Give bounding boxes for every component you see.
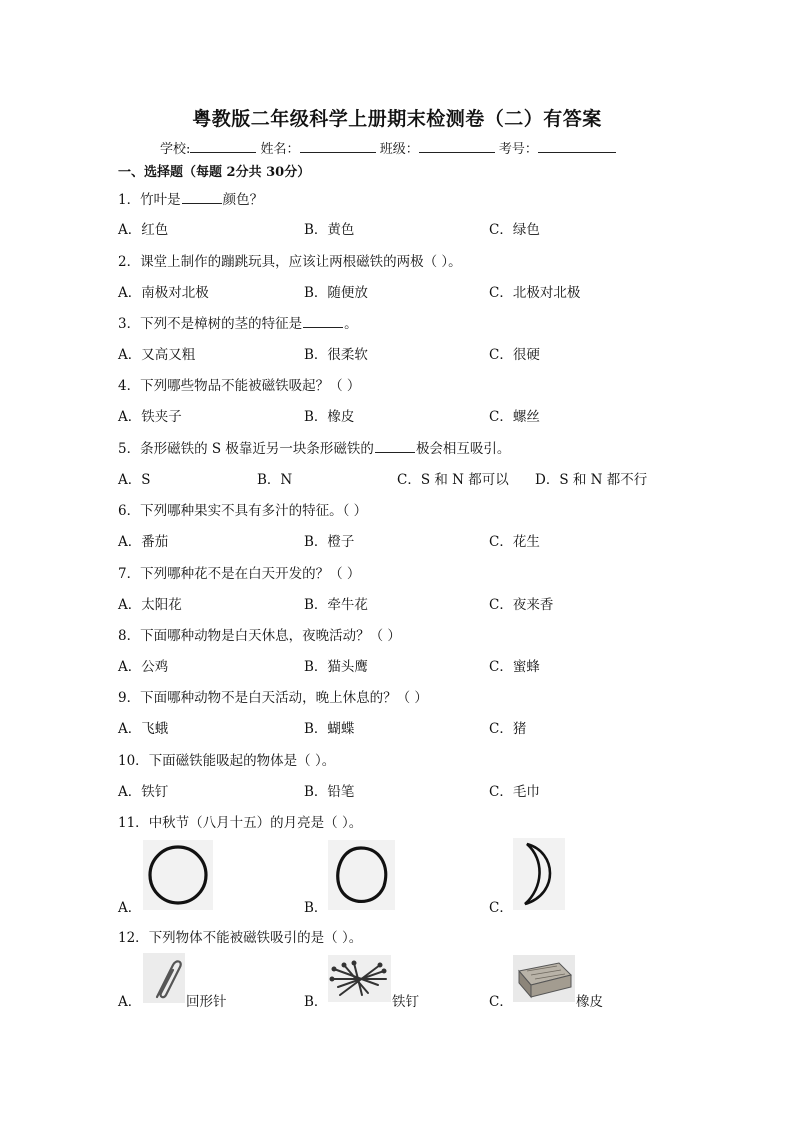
page-title: 粤教版二年级科学上册期末检测卷（二）有答案 [192,108,602,130]
question-text: 下列哪种花不是在白天开发的？（ ） [140,566,361,582]
paper-clip-icon [143,953,185,1003]
question-number: 3． [118,316,141,332]
question-2 [118,250,462,270]
question-text: 中秋节（八月十五）的月亮是（ ）。 [148,815,363,831]
paper-clip-caption: 回形针 [186,994,227,1010]
student-info-line [160,138,616,157]
oval-moon-image[interactable] [328,840,395,910]
option-c[interactable]: C．S 和 N 都可以 [397,472,509,488]
question-text: 颜色？ [222,192,264,208]
nails-icon [328,955,391,1002]
option-b[interactable]: B．黄色 [304,222,355,238]
option-a[interactable]: A．铁钉 [118,784,169,800]
option-a[interactable]: A．公鸡 [118,659,169,675]
question-text: 条形磁铁的 S 极靠近另一块条形磁铁的 [140,441,374,457]
option-c[interactable]: C． [489,900,513,916]
option-b[interactable]: B．橡皮 [304,409,355,425]
question-11 [118,811,362,831]
question-10 [118,749,335,769]
class-label: 班级： [379,142,419,157]
question-text: 。 [344,316,358,332]
school-blank[interactable] [190,140,256,153]
option-a[interactable]: A．飞蛾 [118,721,169,737]
option-c[interactable]: C．蜜蜂 [489,659,540,675]
question-text: 下列哪些物品不能被磁铁吸起？（ ） [140,378,361,394]
option-b[interactable]: B．牵牛花 [304,597,368,613]
option-b[interactable]: B．猫头鹰 [304,659,368,675]
question-number: 12． [118,930,149,946]
option-a[interactable]: A．又高又粗 [118,347,196,363]
question-1 [118,188,263,208]
question-number: 11． [118,815,149,831]
question-number: 1． [118,192,141,208]
option-a[interactable]: A．S [118,472,151,488]
question-text: 下面磁铁能吸起的物体是（ ）。 [148,753,336,769]
oval-moon-icon [328,840,395,910]
question-number: 6． [118,503,141,519]
answer-blank[interactable] [182,192,222,204]
question-12 [118,926,362,946]
question-text: 下面哪种动物是白天休息，夜晚活动？（ ） [140,628,401,644]
option-b[interactable]: B．铅笔 [304,784,355,800]
option-c[interactable]: C．螺丝 [489,409,540,425]
paper-clip-image[interactable] [143,953,185,1003]
question-7 [118,562,360,582]
section-title: 一、选择题（每题 2分共 30分） [118,165,311,180]
exam-no-blank[interactable] [538,140,616,153]
question-text: 极会相互吸引。 [415,441,511,457]
question-number: 7． [118,566,141,582]
answer-blank[interactable] [303,316,343,328]
crescent-moon-image[interactable] [513,838,565,910]
question-text: 下列哪种果实不具有多汁的特征。（ ） [140,503,368,519]
question-text: 课堂上制作的蹦跳玩具，应该让两根磁铁的两极（ ）。 [140,254,462,270]
option-a[interactable]: A．铁夹子 [118,409,182,425]
option-c[interactable]: C．猪 [489,721,527,737]
question-4 [118,374,360,394]
question-number: 8． [118,628,141,644]
answer-blank[interactable] [375,441,415,453]
nails-caption: 铁钉 [392,994,419,1010]
option-c[interactable]: C．花生 [489,534,540,550]
exam-no-label: 考号： [498,142,538,157]
option-b[interactable]: B． [304,900,328,916]
question-text: 竹叶是 [140,192,181,208]
class-blank[interactable] [419,140,495,153]
name-label: 姓名： [260,142,300,157]
full-moon-icon [143,840,213,910]
option-a[interactable]: A． [118,900,142,916]
iron-nails-image[interactable] [328,955,391,1002]
option-c[interactable]: C．毛巾 [489,784,540,800]
option-a[interactable]: A．番茄 [118,534,169,550]
question-6 [118,499,367,519]
crescent-moon-icon [513,838,565,910]
option-a[interactable]: A．红色 [118,222,169,238]
question-text: 下列物体不能被磁铁吸引的是（ ）。 [148,930,363,946]
option-c[interactable]: C．夜来香 [489,597,554,613]
question-number: 10． [118,753,149,769]
option-a[interactable]: A． [118,994,142,1010]
question-number: 4． [118,378,141,394]
full-moon-image[interactable] [143,840,213,910]
option-b[interactable]: B．N [257,472,293,488]
question-9 [118,686,428,706]
eraser-caption: 橡皮 [576,994,603,1010]
eraser-icon [513,955,575,1002]
option-c[interactable]: C．北极对北极 [489,285,581,301]
eraser-image[interactable] [513,955,575,1002]
question-number: 9． [118,690,141,706]
option-b[interactable]: B．很柔软 [304,347,368,363]
question-number: 2． [118,254,141,270]
option-c[interactable]: C．很硬 [489,347,540,363]
question-number: 5． [118,441,141,457]
question-text: 下面哪种动物不是白天活动，晚上休息的？（ ） [140,690,428,706]
question-3 [118,312,358,332]
option-b[interactable]: B．随便放 [304,285,368,301]
name-blank[interactable] [300,140,376,153]
question-text: 下列不是樟树的茎的特征是 [140,316,303,332]
option-a[interactable]: A．南极对北极 [118,285,209,301]
question-8 [118,624,401,644]
option-b[interactable]: B． [304,994,328,1010]
option-d[interactable]: D．S 和 N 都不行 [535,472,648,488]
option-b[interactable]: B．蝴蝶 [304,721,355,737]
option-c[interactable]: C． [489,994,513,1010]
option-b[interactable]: B．橙子 [304,534,355,550]
school-label: 学校: [160,142,191,157]
option-c[interactable]: C．绿色 [489,222,540,238]
option-a[interactable]: A．太阳花 [118,597,182,613]
question-5 [118,437,510,457]
